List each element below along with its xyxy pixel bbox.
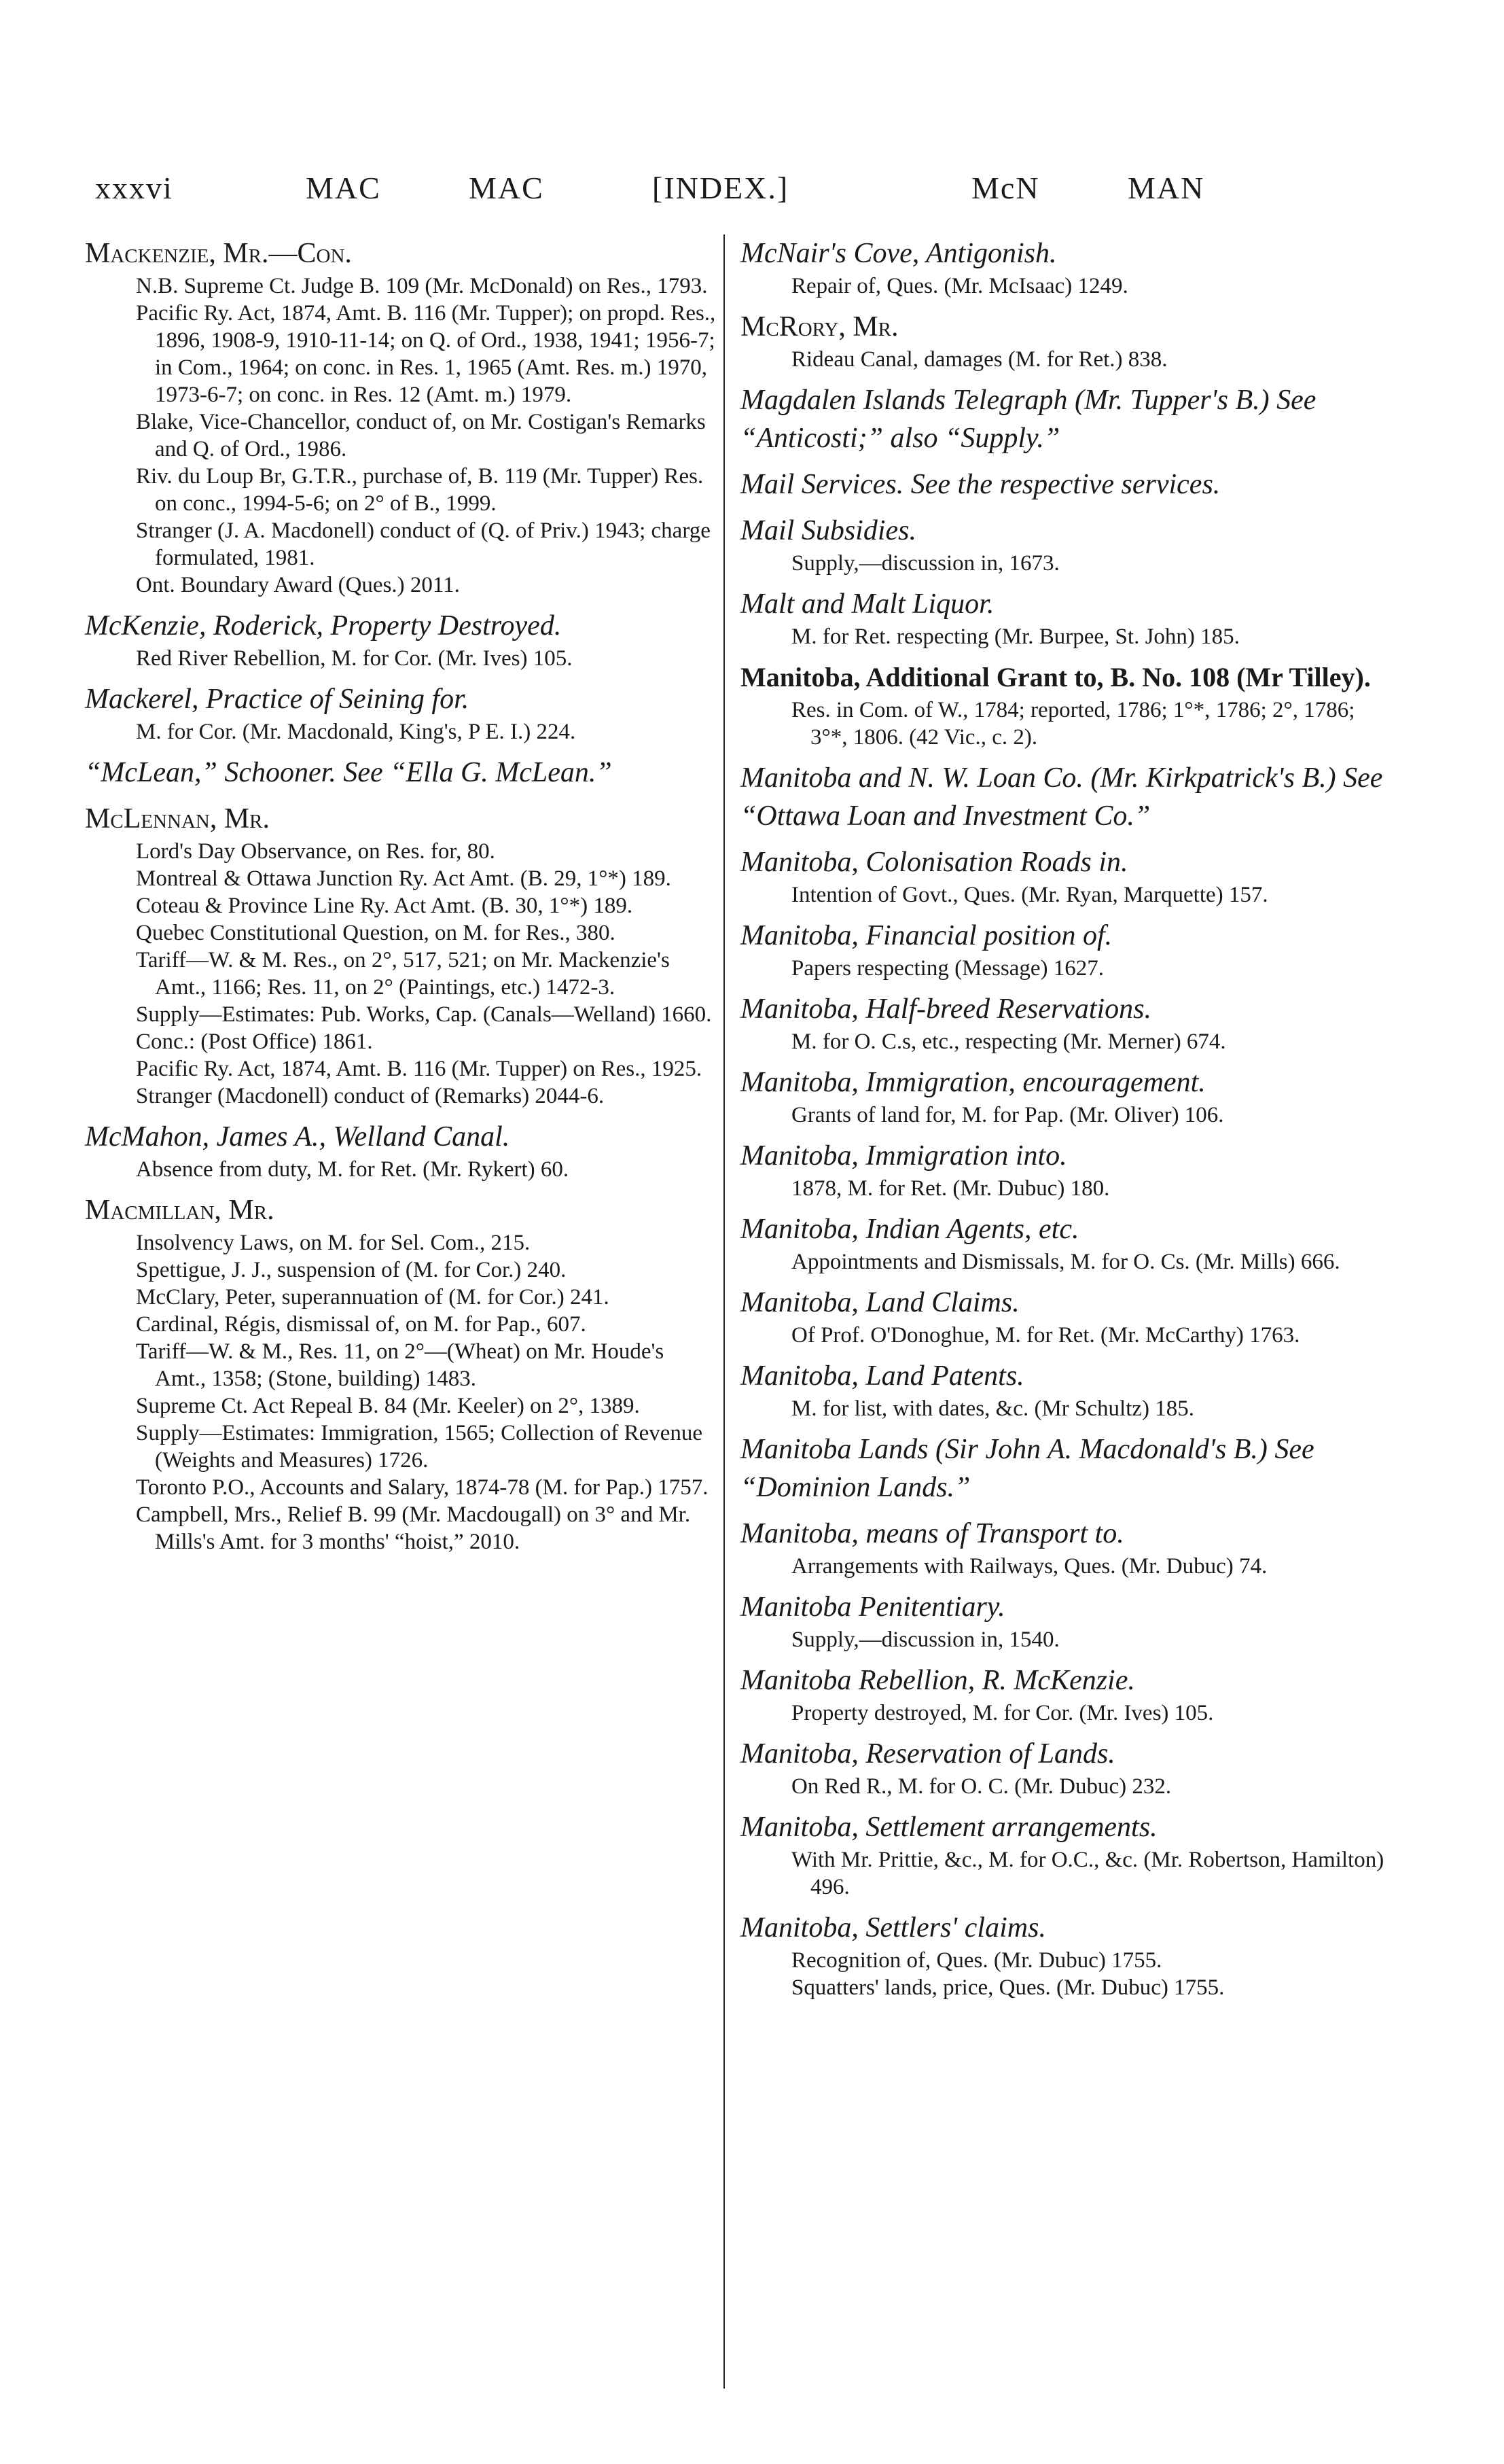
index-entry (85, 607, 717, 672)
entry-heading: Manitoba Penitentiary. (740, 1591, 1005, 1623)
entry-subitem: M. for list, with dates, &c. (Mr Schultz) 185. (791, 1396, 1195, 1421)
entry-heading: Manitoba, means of Transport to. (740, 1518, 1124, 1549)
entry-subitem: Lord's Day Observance, on Res. for, 80. (136, 839, 495, 864)
entry-subitem: M. for O. C.s, etc., respecting (Mr. Merner) 674. (791, 1029, 1226, 1054)
entry-subitem: Supply,—discussion in, 1540. (791, 1627, 1060, 1652)
index-entry (85, 800, 717, 1110)
entry-subitem: Papers respecting (Message) 1627. (791, 956, 1105, 981)
entry-subitem: Toronto P.O., Accounts and Salary, 1874-78 (M. for Pap.) 1757. (136, 1475, 709, 1500)
entry-subitem: Tariff—W. & M., Res. 11, on 2°—(Wheat) on Mr. Houde's Amt., 1358; (Stone, building) 1483. (136, 1339, 664, 1391)
index-entry (740, 1588, 1386, 1653)
index-entry (740, 1909, 1386, 2001)
index-entry (85, 754, 717, 792)
entry-heading: McLennan, Mr. (85, 803, 270, 834)
entry-subitem: On Red R., M. for O. C. (Mr. Dubuc) 232. (791, 1774, 1172, 1799)
index-entry (740, 1210, 1386, 1275)
index-entry (740, 1430, 1386, 1507)
entry-subitem: Squatters' lands, price, Ques. (Mr. Dubuc) 1755. (791, 1975, 1225, 2000)
header-word-3: McN (971, 171, 1040, 205)
entry-heading: Magdalen Islands Telegraph (Mr. Tupper's B.) See “Anticosti;” also “Supply.” (740, 385, 1317, 454)
index-entry (740, 1808, 1386, 1901)
entry-subitem: Property destroyed, M. for Cor. (Mr. Ives) 105. (791, 1701, 1214, 1725)
index-entry (740, 308, 1386, 373)
entry-heading: Manitoba, Additional Grant to, B. No. 108 (Mr Tilley). (740, 662, 1371, 692)
entry-subitem: Absence from duty, M. for Ret. (Mr. Rykert) 60. (136, 1157, 569, 1182)
header-word-2: MAC (469, 171, 544, 205)
right-column (740, 234, 1386, 2009)
index-entry (740, 1515, 1386, 1580)
entry-subitem: Pacific Ry. Act, 1874, Amt. B. 116 (Mr. Tupper); on propd. Res., 1896, 1908-9, 1910-11-14; on Q. of Ord., 1938, 1941; 1956-7; in Com., 1964; on conc. in Res. 1, 1965 (Amt. Res. m.) 1970, 1973-6-7; on conc. in Res. 12 (Amt. m.) 1979. (136, 301, 716, 407)
entry-heading: Macmillan, Mr. (85, 1195, 274, 1226)
entry-heading: “McLean,” Schooner. See “Ella G. McLean.” (85, 757, 612, 788)
entry-heading: Manitoba, Half-breed Reservations. (740, 993, 1152, 1025)
entry-subitem: Riv. du Loup Br, G.T.R., purchase of, B. 119 (Mr. Tupper) Res. on conc., 1994-5-6; on 2° of B., 1999. (136, 464, 704, 516)
index-entry (740, 381, 1386, 457)
entry-subitem: Tariff—W. & M. Res., on 2°, 517, 521; on Mr. Mackenzie's Amt., 1166; Res. 11, on 2° (Paintings, etc.) 1472-3. (136, 948, 670, 1000)
entry-heading: Manitoba, Settlement arrangements. (740, 1812, 1158, 1843)
page-number: xxxvi (95, 171, 173, 205)
section-title: [INDEX.] (652, 171, 789, 205)
entry-subitem: Grants of land for, M. for Pap. (Mr. Oliver) 106. (791, 1103, 1224, 1127)
entry-subitem: Red River Rebellion, M. for Cor. (Mr. Ives) 105. (136, 646, 573, 671)
index-entry (85, 1118, 717, 1183)
entry-subitem: Appointments and Dismissals, M. for O. Cs. (Mr. Mills) 666. (791, 1250, 1340, 1274)
entry-subitem: Quebec Constitutional Question, on M. for Res., 380. (136, 921, 615, 945)
entry-subitem: Insolvency Laws, on M. for Sel. Com., 215. (136, 1231, 531, 1255)
entry-subitem: 1878, M. for Ret. (Mr. Dubuc) 180. (791, 1176, 1110, 1201)
index-entry (740, 465, 1386, 504)
index-entry (740, 759, 1386, 835)
entry-subitem: Of Prof. O'Donoghue, M. for Ret. (Mr. McCarthy) 1763. (791, 1323, 1300, 1348)
entry-subitem: Supreme Ct. Act Repeal B. 84 (Mr. Keeler) on 2°, 1389. (136, 1394, 640, 1418)
header-word-1: MAC (306, 171, 381, 205)
index-entry (740, 1063, 1386, 1129)
entry-heading: Manitoba, Indian Agents, etc. (740, 1214, 1079, 1245)
header-word-4: MAN (1128, 171, 1205, 205)
index-entry (740, 1357, 1386, 1422)
entry-subitem: Rideau Canal, damages (M. for Ret.) 838. (791, 347, 1168, 372)
entry-subitem: Recognition of, Ques. (Mr. Dubuc) 1755. (791, 1948, 1162, 1973)
column-divider (723, 234, 725, 2389)
entry-subitem: Montreal & Ottawa Junction Ry. Act Amt. (B. 29, 1°*) 189. (136, 866, 671, 891)
index-entry (740, 512, 1386, 577)
entry-subitem: Supply,—discussion in, 1673. (791, 551, 1060, 576)
index-entry (740, 234, 1386, 300)
index-entry (85, 680, 717, 745)
index-entry (740, 917, 1386, 982)
entry-heading: Manitoba, Reservation of Lands. (740, 1738, 1115, 1770)
entry-heading: Mackerel, Practice of Seining for. (85, 684, 469, 715)
entry-heading: Manitoba, Immigration, encouragement. (740, 1067, 1206, 1098)
index-entry (740, 1735, 1386, 1800)
left-column (85, 234, 717, 1564)
entry-subitem: Arrangements with Railways, Ques. (Mr. Dubuc) 74. (791, 1554, 1268, 1579)
entry-heading: Manitoba Lands (Sir John A. Macdonald's B.) See “Dominion Lands.” (740, 1434, 1314, 1503)
index-entry (740, 585, 1386, 650)
entry-subitem: Stranger (J. A. Macdonell) conduct of (Q. of Priv.) 1943; charge formulated, 1981. (136, 518, 711, 570)
entry-subitem: Ont. Boundary Award (Ques.) 2011. (136, 573, 460, 597)
entry-heading: Malt and Malt Liquor. (740, 588, 995, 620)
entry-heading: Manitoba, Land Patents. (740, 1360, 1024, 1392)
entry-subitem: M. for Ret. respecting (Mr. Burpee, St. John) 185. (791, 624, 1240, 649)
entry-subitem: McClary, Peter, superannuation of (M. for Cor.) 241. (136, 1285, 609, 1309)
entry-heading: Manitoba, Colonisation Roads in. (740, 847, 1128, 878)
entry-subitem: Supply—Estimates: Immigration, 1565; Collection of Revenue (Weights and Measures) 1726. (136, 1421, 703, 1473)
entry-heading: Manitoba, Land Claims. (740, 1287, 1020, 1318)
entry-subitem: M. for Cor. (Mr. Macdonald, King's, P E. I.) 224. (136, 720, 576, 744)
entry-subitem: N.B. Supreme Ct. Judge B. 109 (Mr. McDonald) on Res., 1793. (136, 274, 708, 298)
entry-subitem: Cardinal, Régis, dismissal of, on M. for Pap., 607. (136, 1312, 586, 1337)
entry-heading: Mackenzie, Mr.—Con. (85, 238, 352, 269)
index-entry (85, 1191, 717, 1555)
entry-subitem: With Mr. Prittie, &c., M. for O.C., &c. (Mr. Robertson, Hamilton) 496. (791, 1848, 1384, 1899)
entry-subitem: Repair of, Ques. (Mr. McIsaac) 1249. (791, 274, 1128, 298)
entry-subitem: Conc.: (Post Office) 1861. (136, 1029, 373, 1054)
entry-subitem: Blake, Vice-Chancellor, conduct of, on Mr. Costigan's Remarks and Q. of Ord., 1986. (136, 410, 706, 461)
entry-subitem: Intention of Govt., Ques. (Mr. Ryan, Marquette) 157. (791, 883, 1268, 907)
index-entry (740, 843, 1386, 909)
entry-heading: McMahon, James A., Welland Canal. (85, 1121, 510, 1152)
entry-subitem: Coteau & Province Line Ry. Act Amt. (B. 30, 1°*) 189. (136, 894, 633, 918)
entry-subitem: Stranger (Macdonell) conduct of (Remarks) 2044-6. (136, 1084, 605, 1108)
entry-subitem: Pacific Ry. Act, 1874, Amt. B. 116 (Mr. Tupper) on Res., 1925. (136, 1057, 702, 1081)
entry-subitem: Spettigue, J. J., suspension of (M. for Cor.) 240. (136, 1258, 567, 1282)
entry-heading: McRory, Mr. (740, 311, 899, 342)
entry-heading: Mail Subsidies. (740, 515, 916, 546)
entry-heading: Manitoba and N. W. Loan Co. (Mr. Kirkpatrick's B.) See “Ottawa Loan and Investment Co.” (740, 762, 1383, 832)
index-entry (85, 234, 717, 599)
index-entry (740, 1284, 1386, 1349)
entry-subitem: Supply—Estimates: Pub. Works, Cap. (Canals—Welland) 1660. (136, 1002, 712, 1027)
entry-heading: McKenzie, Roderick, Property Destroyed. (85, 610, 562, 641)
index-entry (740, 658, 1386, 751)
entry-heading: Manitoba Rebellion, R. McKenzie. (740, 1665, 1135, 1696)
entry-heading: Manitoba, Financial position of. (740, 920, 1113, 951)
index-entry (740, 1137, 1386, 1202)
entry-subitem: Res. in Com. of W., 1784; reported, 1786; 1°*, 1786; 2°, 1786; 3°*, 1806. (42 Vic., c. 2). (791, 698, 1355, 750)
entry-heading: Manitoba, Immigration into. (740, 1140, 1067, 1172)
entry-heading: Mail Services. See the respective services. (740, 469, 1221, 500)
entry-heading: Manitoba, Settlers' claims. (740, 1912, 1046, 1943)
index-entry (740, 990, 1386, 1055)
entry-heading: McNair's Cove, Antigonish. (740, 238, 1057, 269)
entry-subitem: Campbell, Mrs., Relief B. 99 (Mr. Macdougall) on 3° and Mr. Mills's Amt. for 3 months' “hoist,” 2010. (136, 1502, 691, 1554)
index-entry (740, 1661, 1386, 1727)
page-header (95, 170, 1420, 217)
